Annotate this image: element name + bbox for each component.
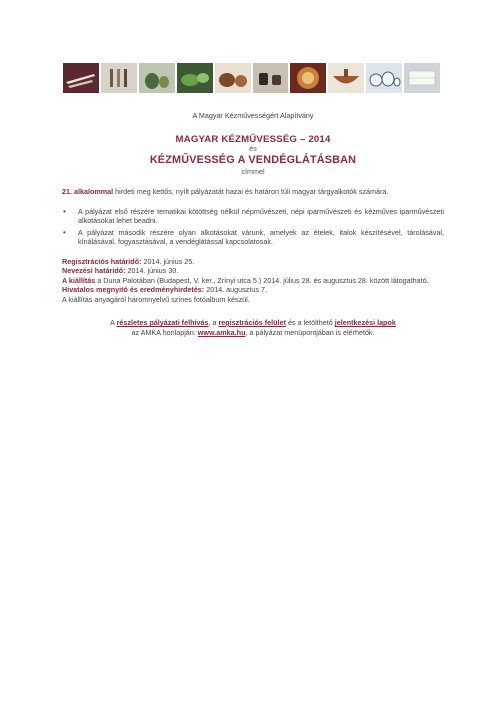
cup-icon: [254, 67, 286, 89]
deadlines-block: [62, 257, 444, 304]
plate-icon: [294, 65, 322, 91]
bullet-icon: •: [63, 206, 66, 216]
wooden-bowl-icon: [329, 67, 363, 89]
photo-pots: [215, 63, 251, 93]
registration-deadline-value: 2014. június 25.: [141, 256, 195, 266]
entry-deadline: [62, 266, 444, 275]
title-suffix: címmel: [241, 167, 265, 176]
title-conjunction: és: [249, 146, 257, 153]
footer-text: A: [110, 318, 117, 327]
photo-green-bowls: [177, 63, 213, 93]
album-note: A kiállítás anyagáról háromnyelvű színes fotóalbum készül.: [62, 294, 250, 304]
intro-paragraph: [62, 187, 444, 197]
intro-lead: 21. alkalommal: [62, 187, 114, 196]
registration-deadline-label: Regisztrációs határidő:: [62, 256, 142, 266]
competition-subtitle: KÉZMŰVESSÉG A VENDÉGLÁTÁSBAN: [149, 154, 357, 166]
announcement-header: [62, 111, 444, 176]
exhibition-label: A kiállítás: [62, 275, 96, 285]
bowl-icon: [178, 68, 212, 88]
footer-text: az AMKA honlapján:: [131, 327, 198, 337]
announcement-content: [62, 111, 444, 337]
rule-text: A pályázat második részére olyan alkotásokat várunk, amelyek az ételek, italok készítésével, tárolásával, kínálásával, fogyasztásával, a vendéglátással kapcsolatosak.: [78, 227, 444, 247]
photo-linen: [404, 63, 440, 93]
opening-label: Hivatalos megnyitó és eredményhirdetés:: [62, 285, 205, 295]
photo-knives: [63, 63, 99, 93]
pot-icon: [216, 67, 250, 89]
rule-item: [62, 228, 444, 247]
cutlery-icon: [104, 67, 134, 89]
jug-icon: [142, 66, 172, 90]
bullet-icon: •: [63, 227, 66, 237]
exhibition-info: [62, 276, 444, 285]
photo-wooden-bowl: [328, 63, 364, 93]
photo-ceramic-jugs: [139, 63, 175, 93]
rule-text: A pályázat első részére tematikai kötöttség nélkül népművészeti, népi iparművészeti és kézműves iparművészeti alkotásokat lehet beadni.: [78, 206, 444, 226]
photo-cutlery: [101, 63, 137, 93]
intro-text: hirdeti meg kettős, nyílt pályázatát hazai és határon túli magyar tárgyalkotók számára.: [113, 187, 389, 196]
footer-text: , a: [208, 318, 219, 327]
linen-icon: [406, 67, 438, 89]
application-forms-link[interactable]: jelentkezési lapok: [334, 318, 396, 327]
rule-item: [62, 207, 444, 226]
porcelain-icon: [367, 67, 401, 89]
registration-link[interactable]: regisztrációs felület: [218, 318, 286, 327]
photo-porcelain-set: [366, 63, 402, 93]
registration-deadline: [62, 257, 444, 266]
call-for-entries-link[interactable]: részletes pályázati felhívás: [116, 318, 209, 327]
footer-text: , a pályázat menüpontjában is elérhetők.: [245, 327, 375, 337]
exhibition-value: a Duna Palotában (Budapest, V. ker., Zrínyi utca 5.) 2014. július 28. és augusztus 28. között látogatható.: [95, 275, 429, 285]
photo-painted-plate: [290, 63, 326, 93]
competition-title: MAGYAR KÉZMŰVESSÉG – 2014: [175, 134, 331, 145]
craft-photo-strip: [63, 63, 440, 93]
footer-note: [62, 318, 444, 337]
opening-info: [62, 285, 444, 294]
foundation-name: A Magyar Kézművességért Alapítvány: [192, 111, 314, 120]
photo-dark-cups: [253, 63, 289, 93]
knives-icon: [64, 68, 98, 88]
opening-value: 2014. augusztus 7.: [204, 285, 267, 295]
entry-deadline-value: 2014. június 30.: [125, 266, 179, 276]
website-link[interactable]: www.amka.hu: [197, 327, 246, 337]
footer-text: és a letölthető: [285, 318, 335, 327]
rules-list: [62, 207, 444, 247]
entry-deadline-label: Nevezési határidő:: [62, 266, 126, 276]
